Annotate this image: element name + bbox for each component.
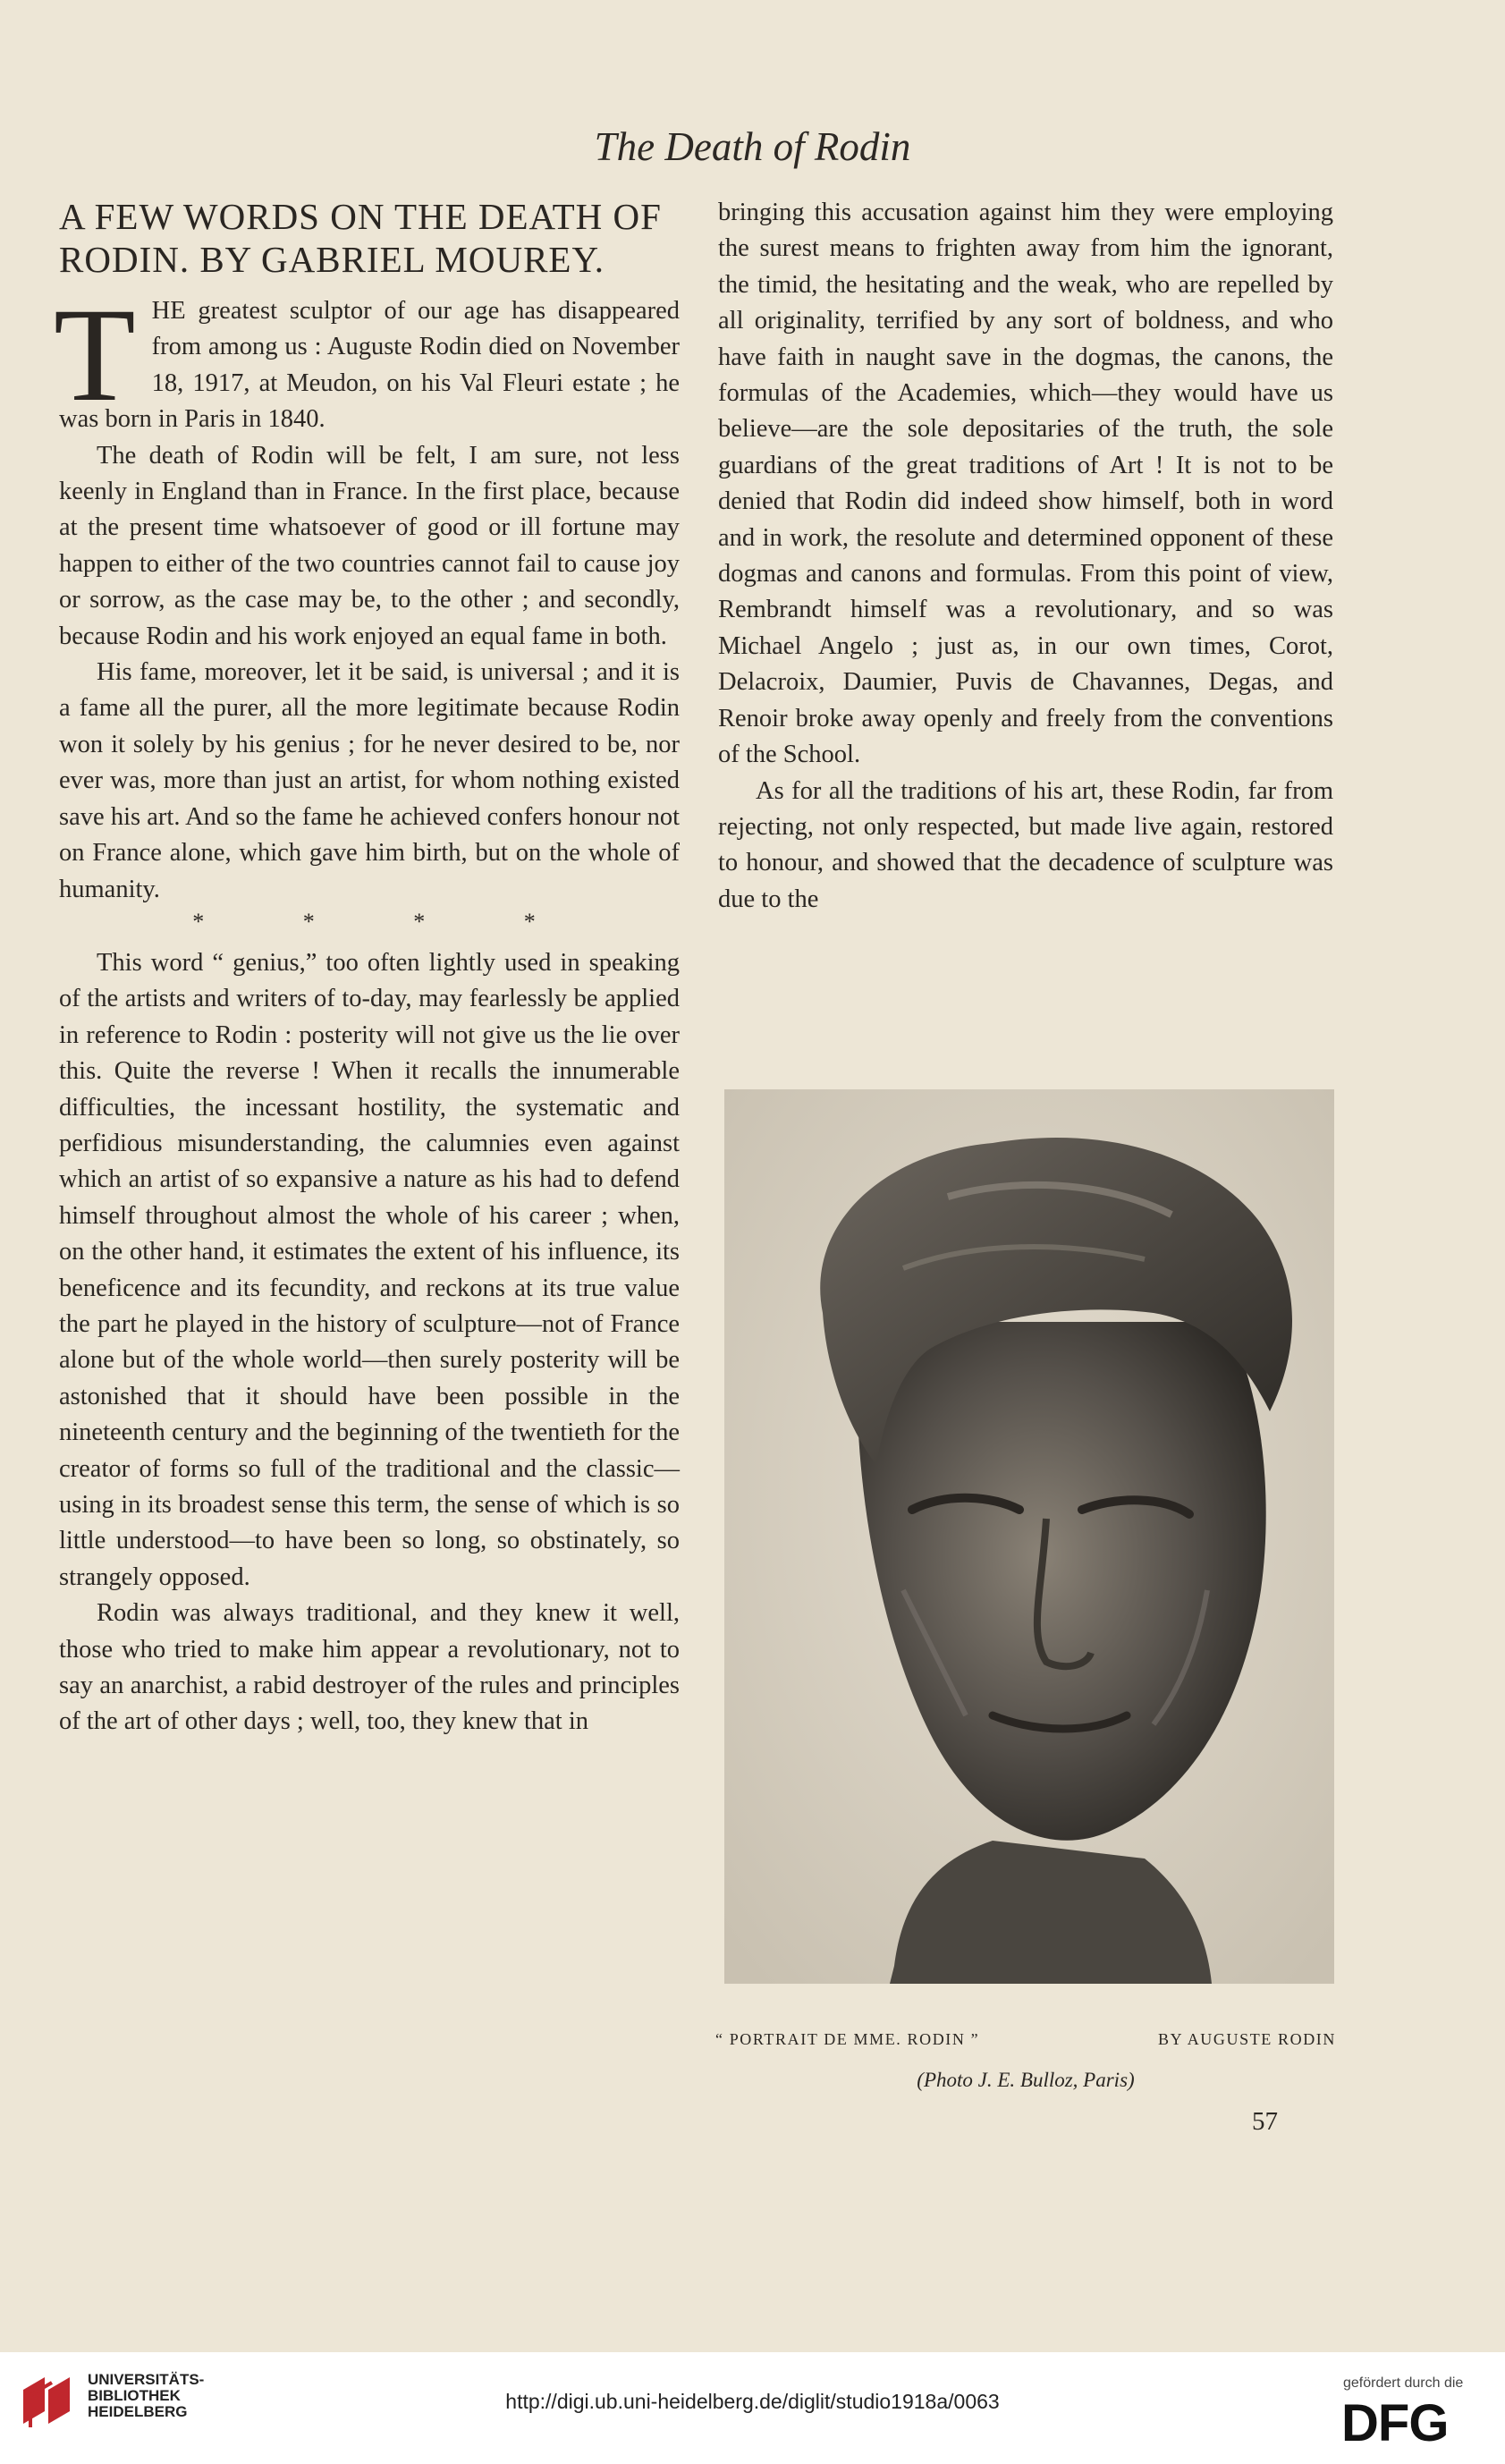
caption-artist: BY AUGUSTE RODIN (1158, 2030, 1336, 2048)
paragraph-3: His fame, moreover, let it be said, is universal ; and it is a fame all the purer, all the more legitimate because Rodin won it solely by his genius ; for he never desired to be, nor ever was, more than just an artist, for whom nothing existed save his art. And so the fame he achieved confers honour not on France alone, which gave him birth, but on the whole of humanity. (59, 658, 680, 903)
library-line-3: HEIDELBERG (88, 2403, 188, 2420)
paragraph-1: HE greatest sculptor of our age has disappeared from among us : Auguste Rodin died on November 18, 1917, at Meudon, on his Val Fleuri estate ; he was born in Paris in 1840. (59, 297, 680, 434)
drop-cap: T (54, 281, 136, 429)
paragraph-5-continued: bringing this accusation against him they were employing the surest means to frighten away from him the ignorant, the timid, the hesitating and the weak, who are repelled by all originality, terrified by any sort of boldness, and who have faith in naught save in the dogmas, the canons, the formulas of the Academies, which—they would have us believe—are the sole depositaries of the truth, the sole guardians of the great traditions of Art ! It is not to be denied that Rodin did indeed show himself, both in word and in work, the resolute and determined opponent of these dogmas and canons and formulas. From this point of view, Rembrandt himself was a revolutionary, and so was Michael Angelo ; just as, in our own times, Corot, Delacroix, Daumier, Puvis de Chavannes, Degas, and Renoir broke away openly and freely from the conventions of the School. (718, 199, 1333, 769)
bust-image (724, 1089, 1334, 1984)
paragraph-6: As for all the traditions of his art, these Rodin, far from rejecting, not only respected, but made live again, restored to honour, and showed that the decadence of sculpture was due to the (718, 776, 1333, 913)
left-column (54, 195, 680, 1740)
library-line-2: BIBLIOTHEK (88, 2387, 181, 2404)
figure-caption (715, 2030, 1336, 2049)
paragraph-4: This word “ genius,” too often lightly used in speaking of the artists and writers of to-day, may fearlessly be applied in reference to Rodin : posterity will not give us the lie over this. Quite the reverse ! When it recalls the innumerable difficulties, the incessant hostility, the systematic and perfidious misunderstanding, the calumnies even against which an artist of so expansive a nature as his had to defend himself throughout almost the whole of his career ; when, on the other hand, it estimates the extent of his influence, its beneficence and its fecundity, and reckons at its true value the part he played in the history of sculpture—not of France alone but of the whole world—then surely posterity will be astonished that it should have been possible in the nineteenth century and the beginning of the twentieth for the creator of forms so full of the traditional and the classic—using in its broadest sense this term, the sense of which is so little understood—to have been so long, so obstinately, so strangely opposed. (59, 948, 680, 1591)
sculpture-photograph (724, 1089, 1334, 1984)
paragraph-2: The death of Rodin will be felt, I am sure, not less keenly in England than in France. In the first place, because at the present time whatsoever of good or ill fortune may happen to either of the two countries cannot fail to cause joy or sorrow, as the case may be, to the other ; and secondly, because Rodin and his work enjoyed an equal fame in both. (59, 441, 680, 650)
section-separator: * * * * (192, 908, 582, 935)
opening-paragraph (54, 281, 680, 438)
caption-title: “ PORTRAIT DE MME. RODIN ” (715, 2030, 980, 2048)
funded-by-label: gefördert durch die (1343, 2375, 1464, 2391)
article-title: A FEW WORDS ON THE DEATH OF RODIN. BY GABRIEL MOUREY. (59, 196, 662, 280)
photo-credit: (Photo J. E. Bulloz, Paris) (917, 2069, 1135, 2091)
paragraph-5: Rodin was always traditional, and they knew it well, those who tried to make him appear a revolutionary, not to say an anarchist, a rabid destroyer of the rules and principles of the art of other days ; well, too, they knew that in (59, 1599, 680, 1736)
right-column (718, 195, 1333, 918)
dfg-logo[interactable]: DFG (1341, 2394, 1449, 2452)
running-head: The Death of Rodin (594, 124, 911, 169)
library-line-1: UNIVERSITÄTS- (88, 2371, 205, 2388)
source-url-link[interactable]: http://digi.ub.uni-heidelberg.de/diglit/studio1918a/0063 (505, 2390, 1000, 2413)
page-number: 57 (1252, 2107, 1278, 2136)
